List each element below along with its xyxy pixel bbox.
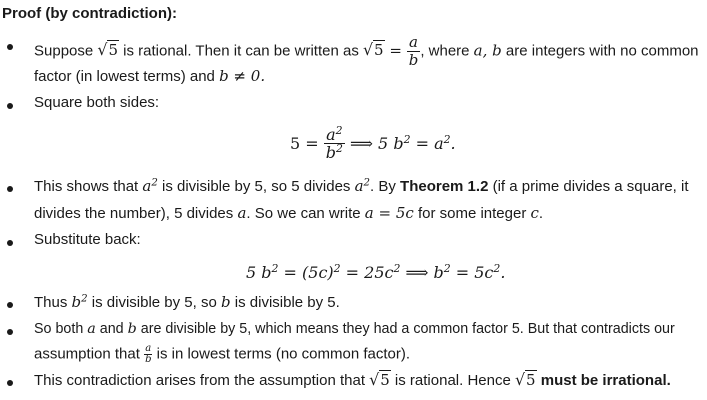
bullet-dot	[7, 186, 13, 192]
proof-heading: Proof (by contradiction):	[2, 5, 177, 22]
text: Suppose	[34, 42, 98, 60]
sqrt-expression: √5	[363, 40, 384, 60]
bullet-dot	[7, 44, 13, 50]
text: Square both sides:	[34, 94, 160, 111]
math: a, b	[473, 41, 502, 60]
equation-2: 5 $b^2 = (5c)^2 = 25c^2$ ⟹ $b^2 = 5c^2$.	[246, 262, 506, 282]
text: are integers with no common	[501, 42, 699, 60]
bullet-7-line: This contradiction arises from the assumption that √5 is rational. Hence √5 must be irrational.	[34, 370, 671, 389]
bullet-2-line	[34, 93, 159, 113]
bullet-dot	[7, 103, 13, 109]
bullet-6-line-1: So both a and b are divisible by 5, which means they had a common factor 5. But that contradicts our	[34, 321, 675, 337]
bullet-5-line: Thus $b^2$ is divisible by 5, so b is divisible by 5.	[34, 293, 340, 311]
bullet-dot	[7, 380, 13, 386]
text: factor (in lowest terms) and	[34, 68, 220, 85]
theorem-reference: Theorem 1.2	[400, 178, 489, 195]
math: b ≠ 0.	[219, 67, 266, 85]
text: , where	[420, 42, 474, 60]
text: is rational. Then it can be written as	[118, 42, 363, 60]
bullet-3-line-1: This shows that $a^2$ is divisible by 5, so 5 divides $a^2$. By Theorem 1.2 (if a prime divides a square, it	[34, 177, 689, 195]
bullet-4-line: Substitute back:	[34, 231, 141, 248]
sqrt-expression: √5	[97, 40, 118, 60]
equals: =	[384, 41, 407, 60]
fraction: $\frac{a}{b}$	[408, 33, 419, 69]
bullet-1-line-1	[34, 34, 699, 69]
equation-1: 5 = $\frac{a^2}{b^2}$ ⟹ 5 $b^2 = a^2$.	[290, 124, 456, 162]
bullet-dot	[7, 329, 13, 335]
fraction: $\frac{a^2}{b^2}$	[325, 124, 343, 162]
bullet-dot	[7, 302, 13, 308]
bullet-1-line-2	[34, 66, 265, 87]
fraction: $\frac{a}{b}$	[145, 343, 152, 365]
bullet-3-line-2: divides the number), 5 divides a. So we can write a = 5c for some integer c.	[34, 204, 544, 222]
bullet-dot	[7, 240, 13, 246]
bullet-6-line-2: assumption that $\frac{a}{b}$ is in lowest terms (no common factor).	[34, 343, 411, 365]
conclusion-text: must be irrational.	[536, 372, 671, 389]
